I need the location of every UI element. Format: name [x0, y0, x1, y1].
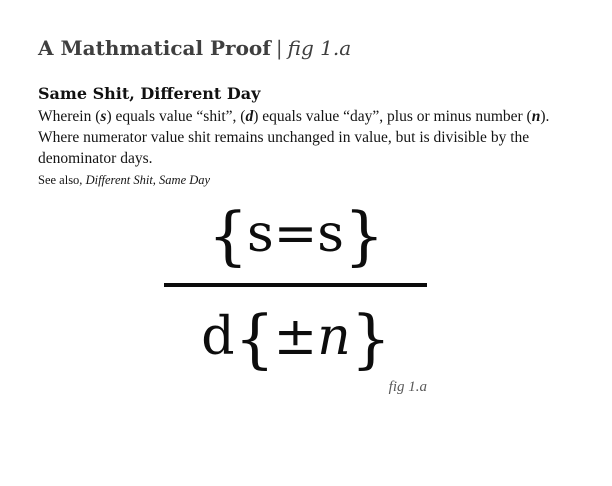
figure-caption: fig 1.a: [388, 379, 427, 395]
open-brace: {: [234, 301, 274, 376]
body-segment: ). Where numerator value shit remains unchanged in value, but is divisible by the denominator days.: [38, 108, 550, 167]
page-title-text: A Mathmatical Proof: [38, 36, 271, 60]
denominator-coefficient: d: [201, 307, 235, 367]
fraction-bar: [164, 283, 427, 287]
definition-heading: Same Shit, Different Day: [38, 84, 261, 103]
plus-minus-sign: ±: [273, 307, 318, 367]
denominator-variable: n: [317, 307, 351, 367]
see-also-prefix: See also,: [38, 173, 86, 187]
fraction-denominator: [164, 296, 427, 378]
body-segment: ) equals value “day”, plus or minus number (: [253, 108, 532, 125]
open-brace: {: [207, 198, 248, 273]
close-brace: }: [343, 198, 384, 273]
body-segment: ) equals value “shit”, (: [106, 108, 246, 125]
title-figure-reference: fig 1.a: [287, 36, 352, 60]
see-also-reference: Different Shit, Same Day: [85, 173, 211, 187]
close-brace: }: [350, 301, 390, 376]
variable-n: n: [531, 108, 541, 125]
variable-d: d: [245, 108, 254, 125]
variable-s: s: [100, 108, 107, 125]
fraction-numerator: [164, 193, 427, 275]
body-segment: Wherein (: [38, 108, 101, 125]
title-separator: |: [275, 36, 283, 60]
numerator-expression: s=s: [247, 204, 344, 264]
